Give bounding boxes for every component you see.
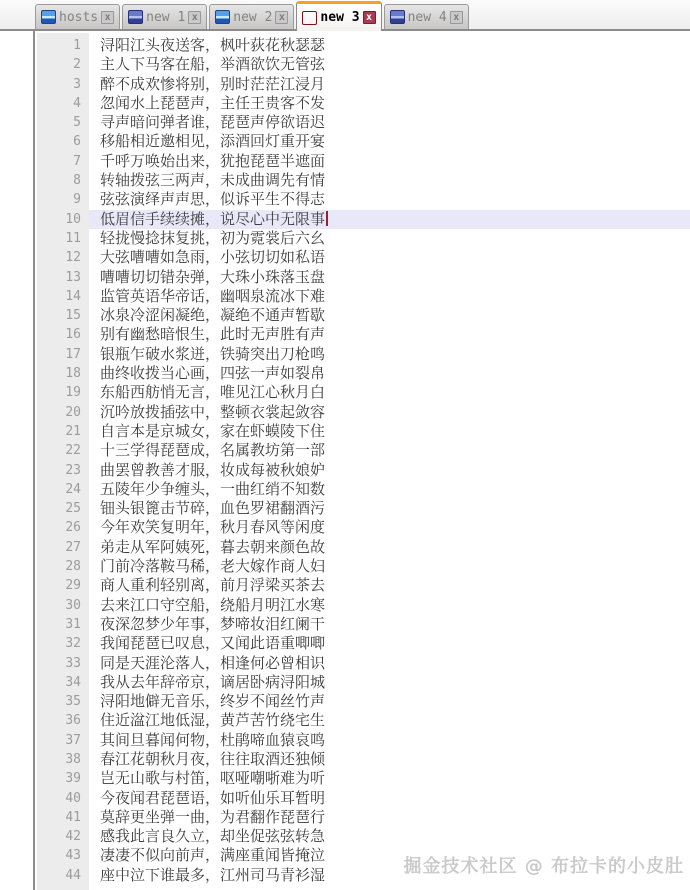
- line-number: 42: [65, 829, 81, 845]
- tab-bar: [0, 0, 690, 31]
- tab-new-1[interactable]: [122, 4, 207, 29]
- line-number: 26: [65, 520, 81, 536]
- code-line[interactable]: 轻拢慢捻抹复挑，初为霓裳后六幺: [100, 228, 326, 247]
- line-number: 43: [65, 848, 81, 864]
- code-line[interactable]: 今年欢笑复明年，秋月春风等闲度: [100, 518, 326, 537]
- tab-new-4[interactable]: [384, 4, 469, 29]
- code-line[interactable]: 忽闻水上琵琶声，主任王贵客不发: [100, 93, 326, 112]
- code-line[interactable]: 岂无山歌与村笛，呕哑嘲哳难为听: [100, 769, 326, 788]
- code-line[interactable]: 钿头银篦击节碎，血色罗裙翻酒污: [100, 499, 326, 518]
- line-number: 12: [65, 250, 81, 266]
- line-number: 1: [73, 38, 81, 53]
- line-number: 34: [65, 674, 81, 690]
- line-number-gutter: [37, 33, 89, 890]
- text-caret: [326, 211, 328, 226]
- line-number: 5: [73, 115, 81, 131]
- line-number: 16: [65, 327, 81, 343]
- code-line[interactable]: 监管英语华帝话，幽咽泉流冰下难: [100, 286, 326, 305]
- line-number: 44: [65, 867, 81, 883]
- line-number: 41: [65, 809, 81, 825]
- line-number: 8: [73, 173, 81, 189]
- tab-close-icon[interactable]: x: [101, 11, 114, 24]
- line-number: 40: [65, 790, 81, 806]
- code-line[interactable]: 我从去年辞帝京，谪居卧病浔阳城: [100, 672, 326, 691]
- editor-area: [37, 33, 690, 890]
- code-line[interactable]: 同是天涯沦落人，相逢何必曾相识: [100, 653, 326, 672]
- code-line[interactable]: 千呼万唤始出来，犹抱琵琶半遮面: [100, 151, 326, 170]
- code-line[interactable]: 弟走从军阿姨死，暮去朝来颜色故: [100, 537, 326, 556]
- code-line[interactable]: 去来江口守空船，绕船月明江水寒: [100, 595, 326, 614]
- code-line[interactable]: 五陵年少争缠头，一曲红绡不知数: [100, 479, 326, 498]
- tab-label: new 2: [233, 9, 273, 25]
- line-number: 27: [65, 539, 81, 555]
- floppy-blue-icon: [41, 10, 56, 24]
- code-line[interactable]: 春江花朝秋月夜，往往取酒还独倾: [100, 749, 326, 768]
- floppy-navy-icon: [128, 10, 143, 24]
- line-number: 33: [65, 655, 81, 671]
- tab-new-2[interactable]: [209, 4, 294, 29]
- code-line[interactable]: 弦弦演绎声声思，似诉平生不得志: [100, 190, 326, 209]
- code-line[interactable]: 夜深忽梦少年事，梦啼妆泪红阑干: [100, 614, 326, 633]
- code-line[interactable]: 住近湓江地低湿，黄芦苦竹绕宅生: [100, 711, 326, 730]
- floppy-blue-icon: [215, 10, 230, 24]
- line-number: 6: [73, 134, 81, 150]
- line-number: 22: [65, 443, 81, 459]
- floppy-navy-icon: [390, 10, 405, 24]
- tab-label: new 4: [407, 9, 447, 25]
- code-line[interactable]: 十三学得琵琶成，名属教坊第一部: [100, 441, 326, 460]
- line-number: 32: [65, 636, 81, 652]
- code-line[interactable]: 我闻琵琶已叹息，又闻此语重唧唧: [100, 634, 326, 653]
- line-number: 39: [65, 771, 81, 787]
- line-number: 9: [73, 192, 81, 208]
- code-line[interactable]: 座中泣下谁最多，江州司马青衫湿: [100, 865, 326, 884]
- code-line[interactable]: 冰泉冷涩闲凝绝，凝绝不通声暂歇: [100, 306, 326, 325]
- code-line[interactable]: 曲终收拨当心画，四弦一声如裂帛: [100, 364, 326, 383]
- code-line[interactable]: 沉吟放拨插弦中，整顿衣裳起敛容: [100, 402, 326, 421]
- tab-close-icon[interactable]: x: [275, 11, 288, 24]
- line-number: 25: [65, 501, 81, 517]
- code-line[interactable]: 低眉信手续续摊，说尽心中无限事: [89, 210, 690, 229]
- line-number: 18: [65, 366, 81, 382]
- floppy-red-icon: [302, 11, 317, 25]
- line-number: 35: [65, 694, 81, 710]
- tab-label: new 3: [320, 10, 360, 25]
- line-number: 36: [65, 713, 81, 729]
- line-number: 11: [65, 230, 81, 246]
- tab-close-icon[interactable]: x: [450, 11, 463, 24]
- code-line[interactable]: 自言本是京城女，家在虾蟆陵下住: [100, 421, 326, 440]
- code-line[interactable]: 浔阳地僻无音乐，终岁不闻丝竹声: [100, 692, 326, 711]
- line-number: 24: [65, 481, 81, 497]
- line-number: 3: [73, 76, 81, 92]
- tab-new-3[interactable]: [296, 1, 381, 31]
- code-line[interactable]: 别有幽愁暗恨生，此时无声胜有声: [100, 325, 326, 344]
- code-line[interactable]: 东船西舫悄无言，唯见江心秋月白: [100, 383, 326, 402]
- tab-hosts[interactable]: [35, 4, 120, 29]
- tab-label: hosts: [59, 9, 99, 25]
- code-line[interactable]: 其间旦暮闻何物，杜鹃啼血猿哀鸣: [100, 730, 326, 749]
- line-number: 38: [65, 751, 81, 767]
- line-number: 19: [65, 385, 81, 401]
- side-panel: [0, 0, 35, 890]
- tab-label: new 1: [146, 9, 186, 25]
- code-line[interactable]: 银瓶乍破水浆迸，铁骑突出刀枪鸣: [100, 344, 326, 363]
- line-number: 4: [73, 95, 81, 111]
- line-number: 30: [65, 597, 81, 613]
- code-line[interactable]: 浔阳江头夜送客，枫叶荻花秋瑟瑟: [100, 36, 326, 54]
- code-line[interactable]: 醉不成欢惨将别，别时茫茫江浸月: [100, 74, 326, 93]
- line-number: 13: [65, 269, 81, 285]
- tab-close-icon[interactable]: x: [188, 11, 201, 24]
- code-line[interactable]: 主人下马客在船，举酒欲饮无管弦: [100, 55, 326, 74]
- code-line[interactable]: 凄凄不似向前声，满座重闻皆掩泣: [100, 846, 326, 865]
- line-number: 20: [65, 404, 81, 420]
- code-line[interactable]: 转轴拨弦三两声，未成曲调先有情: [100, 171, 326, 190]
- line-number: 2: [73, 57, 81, 73]
- line-number: 14: [65, 288, 81, 304]
- code-line[interactable]: 感我此言良久立，却坐促弦弦转急: [100, 827, 326, 846]
- code-line[interactable]: 今夜闻君琵琶语，如听仙乐耳暂明: [100, 788, 326, 807]
- line-number: 29: [65, 578, 81, 594]
- watermark-text: 掘金技术社区 @ 布拉卡的小皮肚: [403, 856, 684, 877]
- code-line[interactable]: 移船相近邀相见，添酒回灯重开宴: [100, 132, 326, 151]
- line-number: 23: [65, 462, 81, 478]
- line-number: 37: [65, 732, 81, 748]
- line-number: 21: [65, 423, 81, 439]
- code-line[interactable]: 寻声暗问弹者谁，琵琶声停欲语迟: [100, 113, 326, 132]
- line-number: 15: [65, 308, 81, 324]
- code-column[interactable]: [89, 33, 690, 890]
- line-number: 10: [65, 211, 81, 227]
- line-number: 17: [65, 346, 81, 362]
- line-number: 7: [73, 153, 81, 169]
- code-line[interactable]: 大弦嘈嘈如急雨，小弦切切如私语: [100, 248, 326, 267]
- code-line[interactable]: 莫辞更坐弹一曲，为君翻作琵琶行: [100, 807, 326, 826]
- code-line[interactable]: 商人重利轻别离，前月浮梁买茶去: [100, 576, 326, 595]
- line-number: 28: [65, 559, 81, 575]
- code-line[interactable]: 门前冷落鞍马稀，老大嫁作商人妇: [100, 557, 326, 576]
- code-line[interactable]: 曲罢曾教善才服，妆成每被秋娘妒: [100, 460, 326, 479]
- code-line[interactable]: 嘈嘈切切错杂弹，大珠小珠落玉盘: [100, 267, 326, 286]
- tab-close-icon[interactable]: x: [363, 11, 376, 24]
- line-number: 31: [65, 616, 81, 632]
